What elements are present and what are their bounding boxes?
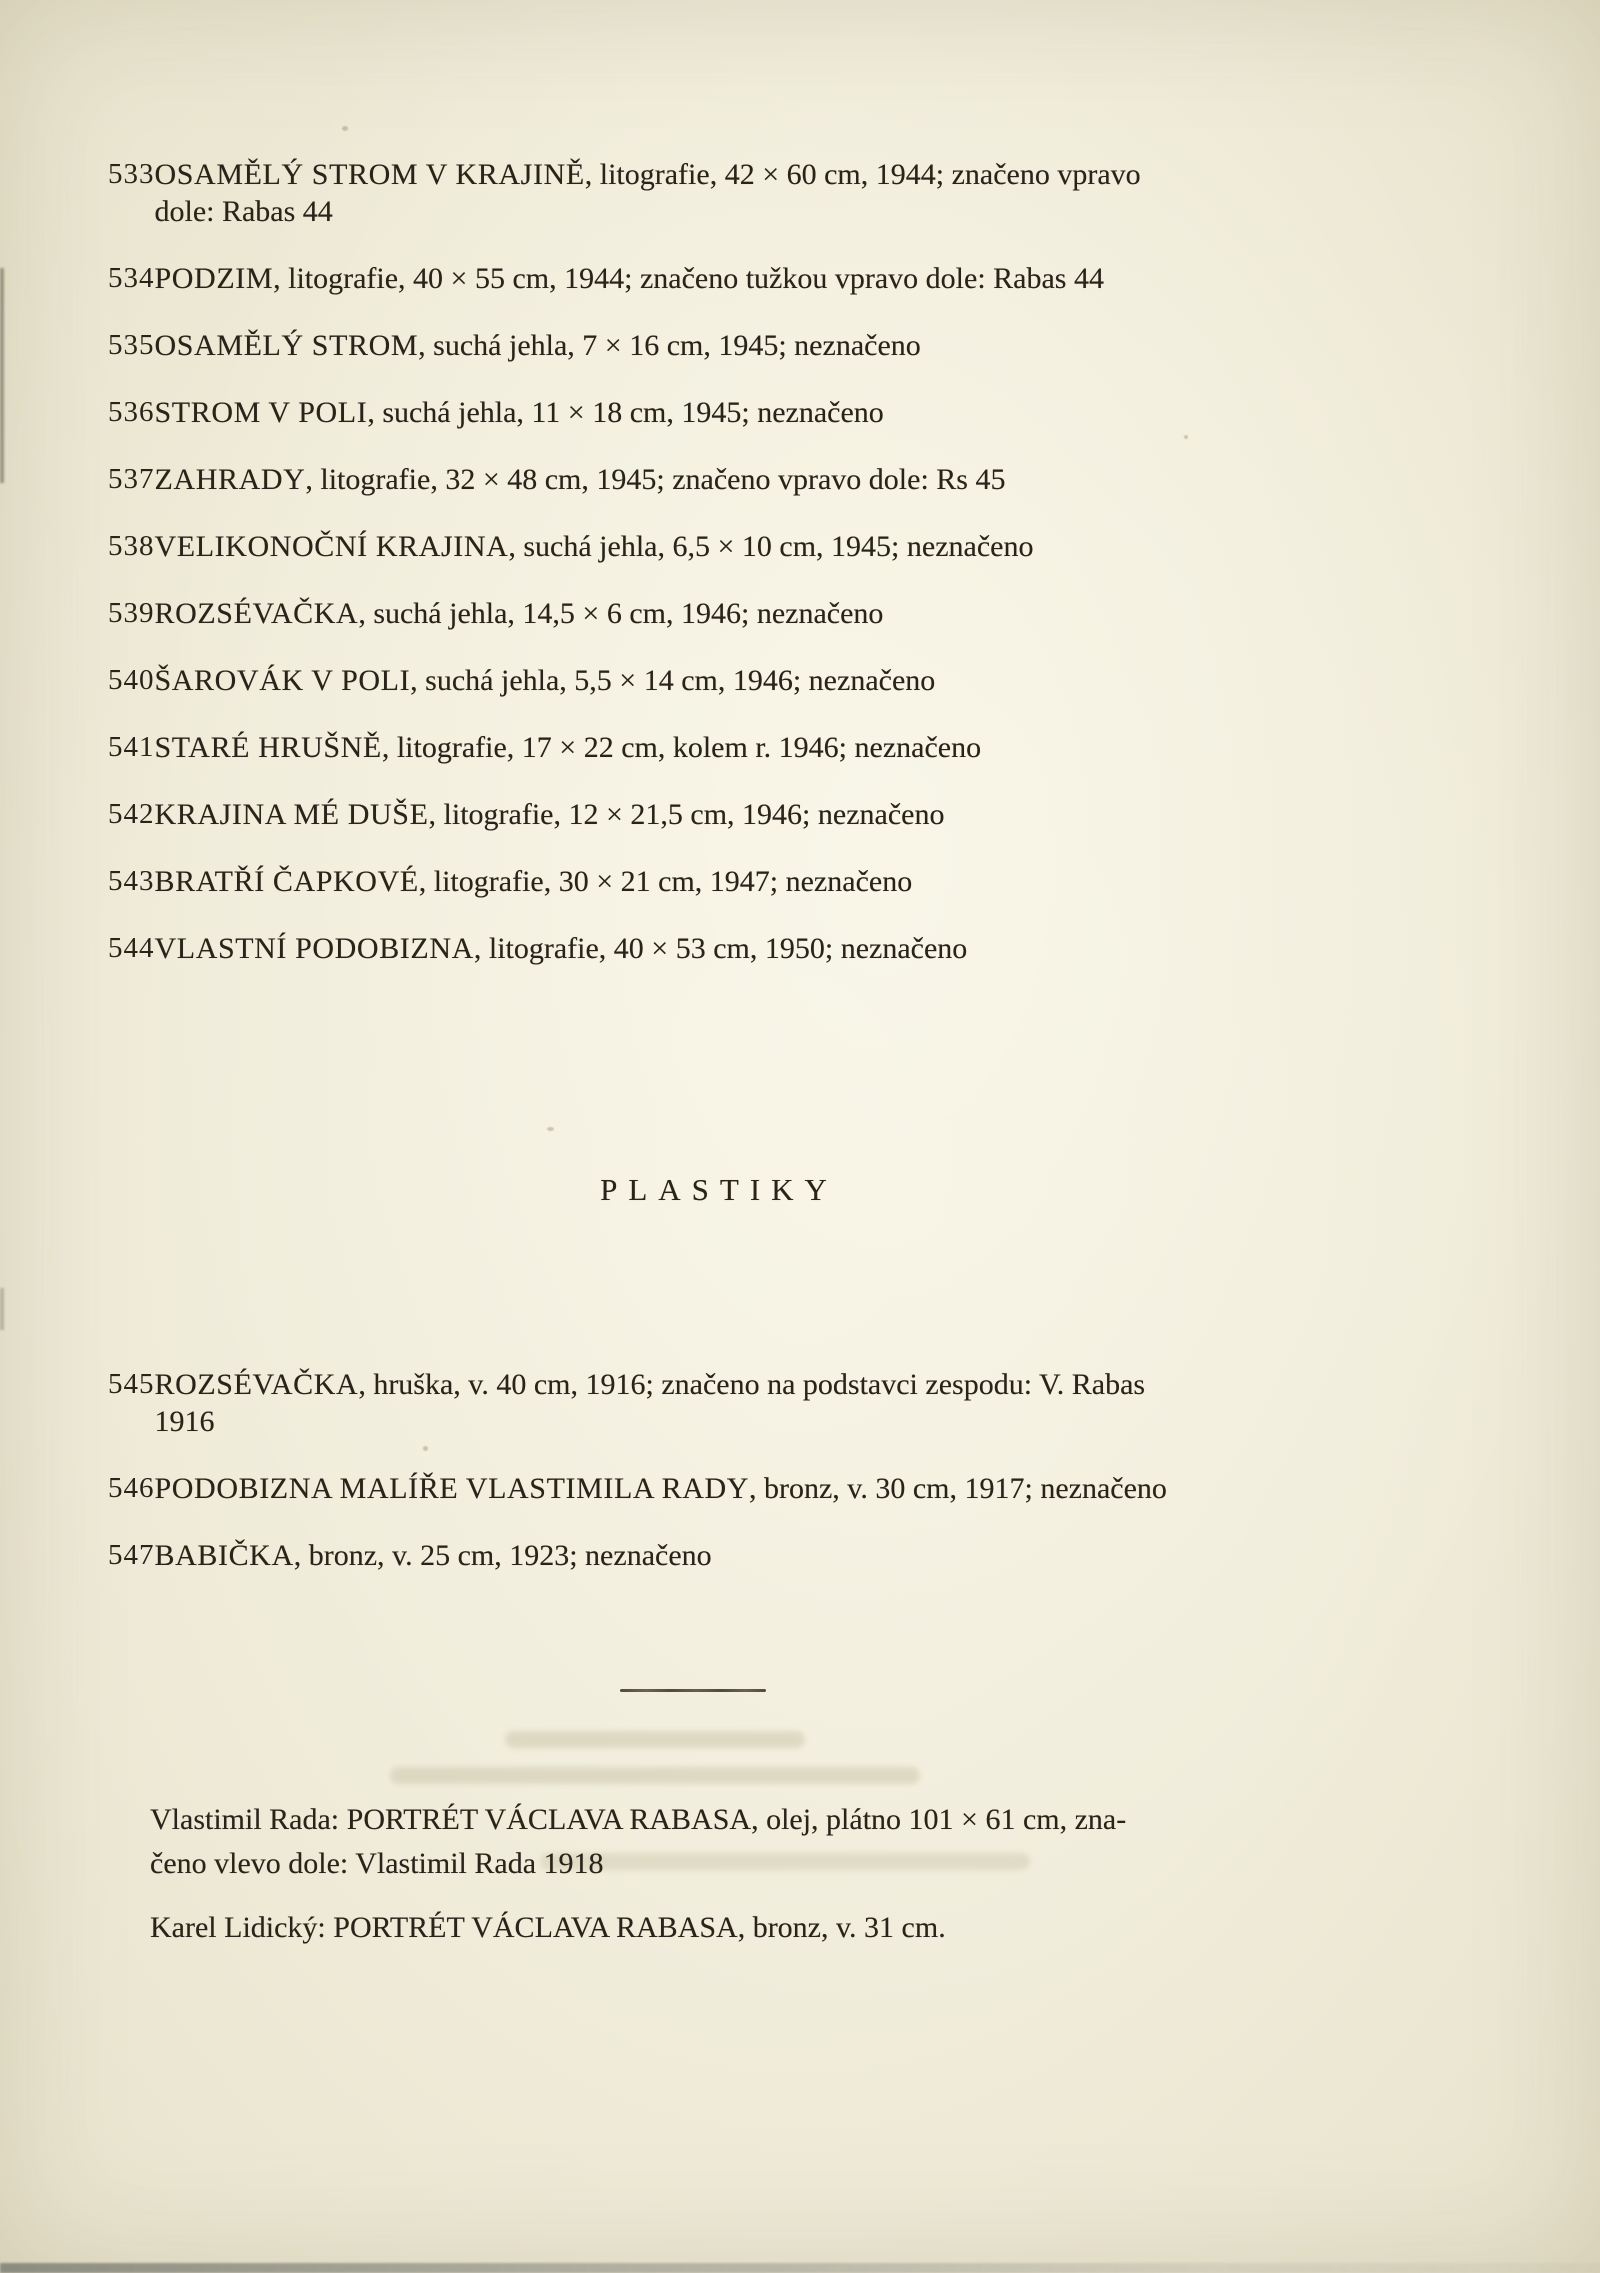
entry-title: VLASTNÍ PODOBIZNA [154, 932, 474, 965]
entry-number: 544 [108, 932, 155, 964]
entry-number: 543 [108, 865, 155, 897]
entry-text [155, 595, 884, 632]
catalog-entry [108, 528, 1438, 565]
catalog-entry [108, 156, 1438, 230]
entry-title: PODZIM [154, 262, 274, 295]
sculpture-catalog-list [108, 1366, 1438, 1604]
related-work-paragraph [150, 1798, 1480, 1886]
entry-title: ROZSÉVAČKA [154, 1368, 359, 1401]
entry-details: , bronz, v. 25 cm, 1923; neznačeno [293, 1539, 712, 1572]
entry-title: ŠAROVÁK V POLI [154, 664, 411, 697]
scan-edge-left [0, 1288, 4, 1330]
entry-details: , suchá jehla, 6,5 × 10 cm, 1945; neznačeno [508, 530, 1034, 563]
entry-text [155, 662, 936, 699]
entry-number: 542 [108, 798, 155, 830]
entry-text [155, 1537, 712, 1574]
catalog-entry [108, 1537, 1438, 1574]
entry-number: 541 [108, 731, 155, 763]
related-work-line: Vlastimil Rada: PORTRÉT VÁCLAVA RABASA, olej, plátno 101 × 61 cm, zna- [150, 1803, 1127, 1836]
catalog-entry [108, 260, 1438, 297]
entry-title: STROM V POLI [154, 396, 368, 429]
entry-text [155, 528, 1034, 565]
catalog-entry [108, 327, 1438, 364]
paper-speck [1184, 435, 1188, 439]
entry-title: KRAJINA MÉ DUŠE [154, 798, 429, 831]
paper-speck [423, 1446, 428, 1451]
entry-title: BABIČKA [154, 1539, 294, 1572]
entry-details: , litografie, 32 × 48 cm, 1945; značeno vpravo dole: Rs 45 [305, 463, 1006, 496]
entry-number: 546 [108, 1472, 155, 1504]
entry-title: VELIKONOČNÍ KRAJINA [154, 530, 509, 563]
entry-number: 533 [108, 158, 155, 190]
entry-title: BRATŘÍ ČAPKOVÉ [154, 865, 419, 898]
entry-text [155, 260, 1104, 297]
catalog-entry [108, 796, 1438, 833]
entry-details: , litografie, 17 × 22 cm, kolem r. 1946; neznačeno [381, 731, 982, 764]
entry-text [155, 796, 945, 833]
bleed-through-text [390, 1767, 920, 1784]
entry-details: , litografie, 30 × 21 cm, 1947; neznačeno [418, 865, 913, 898]
entry-text [155, 156, 1141, 230]
entry-number: 535 [108, 329, 155, 361]
entry-title: STARÉ HRUŠNĚ [154, 731, 382, 764]
entry-details: , litografie, 40 × 55 cm, 1944; značeno tužkou vpravo dole: Rabas 44 [273, 262, 1104, 295]
entry-details: , suchá jehla, 7 × 16 cm, 1945; neznačeno [418, 329, 921, 362]
entry-text [155, 461, 1006, 498]
catalog-entry [108, 1366, 1438, 1440]
entry-text [155, 1366, 1146, 1440]
paper-speck [342, 126, 348, 131]
divider-rule [620, 1689, 766, 1692]
entry-details: , hruška, v. 40 cm, 1916; značeno na podstavci zespodu: V. Rabas [358, 1368, 1146, 1401]
entry-continuation: 1916 [154, 1405, 215, 1438]
entry-details: , suchá jehla, 5,5 × 14 cm, 1946; neznačeno [410, 664, 936, 697]
paper-speck [547, 1127, 554, 1131]
entry-number: 534 [108, 262, 155, 294]
entry-number: 547 [108, 1539, 155, 1571]
related-works [150, 1798, 1480, 1970]
catalog-entry [108, 729, 1438, 766]
entry-details: , litografie, 12 × 21,5 cm, 1946; neznačeno [428, 798, 945, 831]
catalog-entry [108, 662, 1438, 699]
catalog-entry [108, 595, 1438, 632]
catalog-entry [108, 863, 1438, 900]
entry-details: , bronz, v. 30 cm, 1917; neznačeno [749, 1472, 1167, 1505]
entry-text [155, 394, 884, 431]
entry-continuation: dole: Rabas 44 [154, 195, 333, 228]
related-work-line: Karel Lidický: PORTRÉT VÁCLAVA RABASA, bronz, v. 31 cm. [150, 1911, 946, 1944]
scan-edge-bottom [0, 2263, 1600, 2273]
entry-number: 540 [108, 664, 155, 696]
entry-text [155, 1470, 1167, 1507]
entry-number: 545 [108, 1368, 155, 1400]
entry-text [155, 327, 921, 364]
related-work-line: čeno vlevo dole: Vlastimil Rada 1918 [150, 1847, 604, 1880]
catalog-entry [108, 394, 1438, 431]
entry-number: 538 [108, 530, 155, 562]
entry-title: OSAMĚLÝ STROM V KRAJINĚ [154, 158, 585, 191]
entry-details: , litografie, 42 × 60 cm, 1944; značeno vpravo [584, 158, 1141, 191]
bleed-through-text [505, 1731, 805, 1748]
entry-number: 537 [108, 463, 155, 495]
scan-edge-left [0, 268, 4, 483]
entry-title: OSAMĚLÝ STROM [154, 329, 419, 362]
entry-title: ROZSÉVAČKA [154, 597, 359, 630]
entry-details: , suchá jehla, 11 × 18 cm, 1945; neznačeno [367, 396, 884, 429]
entry-number: 536 [108, 396, 155, 428]
catalog-entry [108, 930, 1438, 967]
section-heading-plastiky: PLASTIKY [600, 1172, 838, 1207]
entry-title: PODOBIZNA MALÍŘE VLASTIMILA RADY [154, 1472, 749, 1505]
entry-number: 539 [108, 597, 155, 629]
entry-details: , suchá jehla, 14,5 × 6 cm, 1946; neznačeno [358, 597, 884, 630]
entry-details: , litografie, 40 × 53 cm, 1950; neznačeno [473, 932, 968, 965]
print-catalog-list [108, 156, 1438, 997]
entry-text [155, 930, 968, 967]
entry-title: ZAHRADY [154, 463, 306, 496]
entry-text [155, 863, 913, 900]
catalog-entry [108, 461, 1438, 498]
catalog-entry [108, 1470, 1438, 1507]
related-work-paragraph [150, 1906, 1480, 1950]
entry-text [155, 729, 982, 766]
